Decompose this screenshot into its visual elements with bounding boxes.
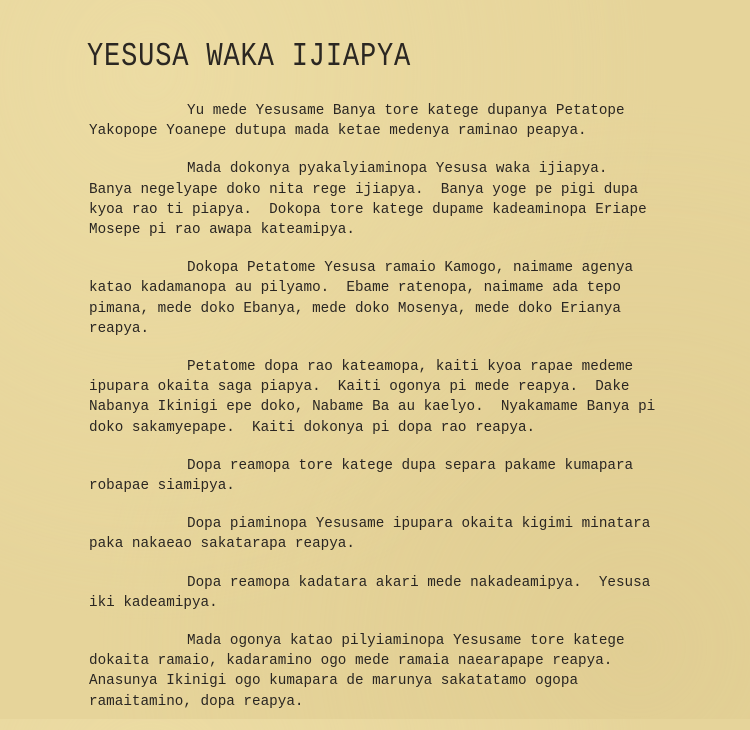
text-line: pimana, mede doko Ebanya, mede doko Mosenya, mede doko Erianya xyxy=(89,300,621,317)
text-line: Dopa reamopa tore katege dupa separa pakame kumapara xyxy=(187,457,634,474)
paragraph xyxy=(89,631,709,712)
text-line: reapya. xyxy=(89,320,150,337)
text-line: robapae siamipya. xyxy=(89,478,235,495)
text-line: Nabanya Ikinigi epe doko, Nabame Ba au kaelyo. Nyakamame Banya pi xyxy=(89,399,656,416)
text-line: Mada dokonya pyakalyiaminopa Yesusa waka ijiapya. xyxy=(187,161,608,178)
paragraph xyxy=(89,357,709,438)
paragraph xyxy=(89,514,709,554)
text-line: Dokopa Petatome Yesusa ramaio Kamogo, naimame agenya xyxy=(187,260,634,277)
text-line: Yu mede Yesusame Banya tore katege dupanya Petatope xyxy=(187,103,625,119)
text-line: Yakopope Yoanepe dutupa mada ketae medenya raminao peapya. xyxy=(89,123,587,140)
text-line: dokaita ramaio, kadaramino ogo mede ramaia naearapape reapya. xyxy=(89,653,613,670)
paragraph xyxy=(89,159,709,240)
text-line: doko sakamyepape. Kaiti dokonya pi dopa rao reapya. xyxy=(89,419,536,436)
text-line: Mada ogonya katao pilyiaminopa Yesusame tore katege xyxy=(187,633,625,650)
text-line: Petatome dopa rao kateamopa, kaiti kyoa rapae medeme xyxy=(187,359,634,376)
text-line: Mosepe pi rao awapa kateamipya. xyxy=(89,222,355,239)
text-line: paka nakaeao sakatarapa reapya. xyxy=(89,536,355,553)
text-line: Dopa piaminopa Yesusame ipupara okaita kigimi minatara xyxy=(187,516,651,533)
text-line: ipupara okaita saga piapya. Kaiti ogonya pi mede reapya. Dake xyxy=(89,379,630,396)
document-title: YESUSA WAKA IJIAPYA xyxy=(87,38,412,75)
paragraph xyxy=(89,258,709,339)
document-body xyxy=(89,101,709,730)
text-line: iki kadeamipya. xyxy=(89,594,218,611)
paragraph xyxy=(89,456,709,496)
text-line: kyoa rao ti piapya. Dokopa tore katege dupame kadeaminopa Eriape xyxy=(89,201,647,218)
text-line: Banya negelyape doko nita rege ijiapya. Banya yoge pe pigi dupa xyxy=(89,181,639,198)
paragraph xyxy=(89,101,709,141)
text-line: katao kadamanopa au pilyamo. Ebame ratenopa, naimame ada tepo xyxy=(89,280,621,297)
paragraph xyxy=(89,573,709,613)
text-line: ramaitamino, dopa reapya. xyxy=(89,693,304,710)
text-line: Dopa reamopa kadatara akari mede nakadeamipya. Yesusa xyxy=(187,574,651,591)
text-line: Anasunya Ikinigi ogo kumapara de marunya sakatatamo ogopa xyxy=(89,673,579,690)
